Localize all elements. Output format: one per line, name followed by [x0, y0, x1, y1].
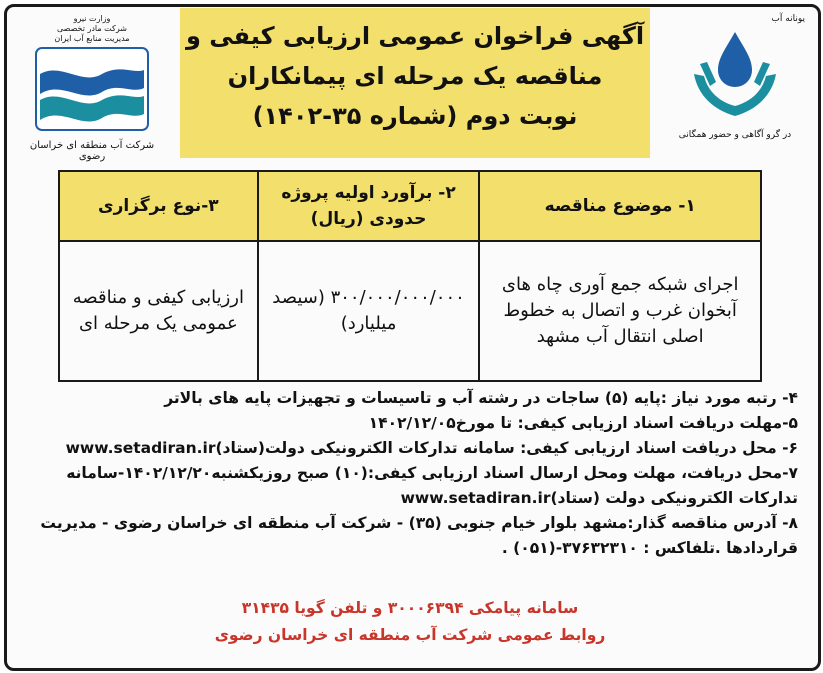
water-drop-hands-icon: [680, 24, 790, 124]
water-waves-logo-icon: [32, 44, 152, 134]
logo-left: [22, 14, 162, 164]
cell-estimate: ۳۰۰/۰۰۰/۰۰۰/۰۰۰ (سیصد میلیارد): [258, 241, 480, 381]
tender-items: [20, 386, 798, 561]
table-header-row: [59, 171, 761, 241]
header-subject: ۱- موضوع مناقصه: [479, 171, 761, 241]
header-title-line2: مناقصه یک مرحله ای پیمانکاران: [227, 62, 603, 90]
logo-left-caption-top: وزارت نیرو شرکت مادر تخصصی مدیریت منابع آب ایران: [54, 14, 130, 43]
header-title-line1: آگهی فراخوان عمومی ارزیابی کیفی و: [185, 22, 645, 50]
logo-right-caption-bottom: در گرو آگاهی و حضور همگانی: [678, 130, 792, 140]
footer-sms-line: سامانه پیامکی ۳۰۰۰۶۳۹۴ و تلفن گویا ۳۱۴۳۵: [241, 599, 579, 617]
header-type: ۳-نوع برگزاری: [59, 171, 258, 241]
item-6: ۶- محل دریافت اسناد ارزیابی کیفی: سامانه تدارکات الکترونیکی دولت(ستاد)www.setadiran.ir: [65, 439, 798, 457]
item-8: ۸- آدرس مناقصه گذار:مشهد بلوار خیام جنوبی (۳۵) - شرکت آب منطقه ای خراسان رضوی - مدیریت قراردادها .تلفاکس : ۳۷۶۳۲۳۱۰-(۰۵۱) .: [40, 514, 798, 557]
logo-left-caption-bottom: شرکت آب منطقه ای خراسان رضوی: [29, 140, 155, 162]
tender-info-table: [58, 170, 762, 382]
announcement-header: [180, 8, 650, 158]
header-estimate: ۲- برآورد اولیه پروژه حدودی (ریال): [258, 171, 480, 241]
cell-type: ارزیابی کیفی و مناقصه عمومی یک مرحله ای: [59, 241, 258, 381]
item-4: ۴- رتبه مورد نیاز :پایه (۵) ساجات در رشته آب و تاسیسات و تجهیزات پایه های بالاتر: [164, 389, 798, 407]
table-row: [59, 241, 761, 381]
header-title-line3: نوبت دوم (شماره ۳۵-۱۴۰۲): [252, 102, 578, 130]
item-5: ۵-مهلت دریافت اسناد ارزیابی کیفی: تا مورخ۱۴۰۲/۱۲/۰۵: [368, 414, 798, 432]
footer-pr-line: روابط عمومی شرکت آب منطقه ای خراسان رضوی: [214, 626, 606, 644]
logo-right: [665, 14, 805, 164]
logo-right-caption-top: یونانه آب: [771, 14, 805, 24]
cell-subject: اجرای شبکه جمع آوری چاه های آبخوان غرب و اتصال به خطوط اصلی انتقال آب مشهد: [479, 241, 761, 381]
item-7: ۷-محل دریافت، مهلت ومحل ارسال اسناد ارزیابی کیفی:(۱۰) صبح روزیکشنبه۱۴۰۲/۱۲/۲۰-سامانه تدارکات الکترونیکی دولت (ستاد)www.setadiran.ir: [66, 464, 798, 507]
